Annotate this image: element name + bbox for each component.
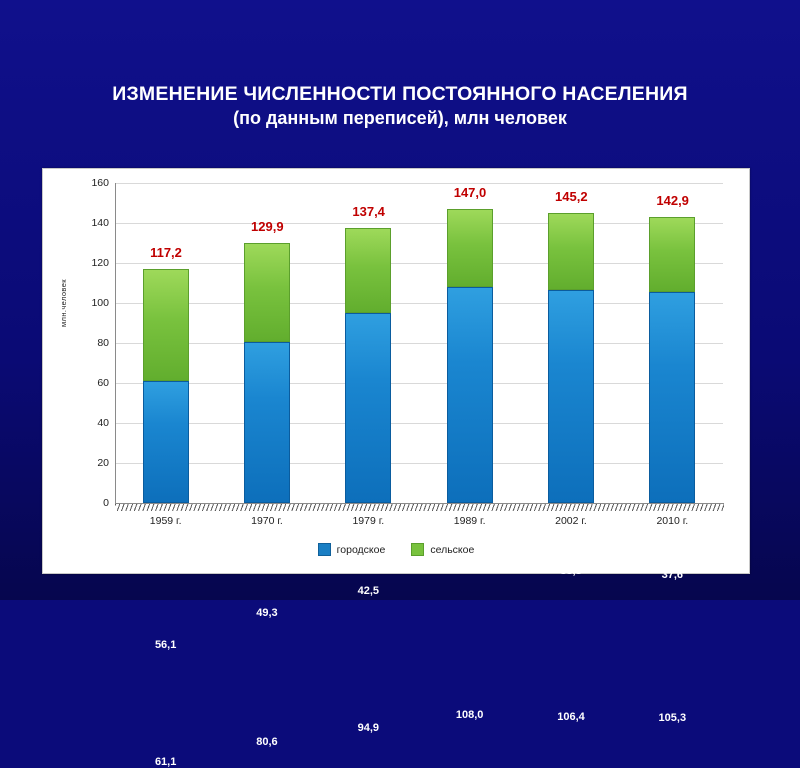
x-axis-tick-label: 1970 г.	[251, 515, 283, 527]
bar-total-label: 137,4	[352, 204, 385, 220]
x-axis-tick-labels	[115, 515, 723, 535]
x-axis-tick-label: 2002 г.	[555, 515, 587, 527]
y-axis-tick-label: 60	[97, 377, 109, 389]
bar-total-label: 142,9	[656, 193, 689, 209]
page-title	[0, 82, 800, 130]
bar-value-label-rural: 56,1	[154, 638, 177, 651]
bar-segment-urban[interactable]	[143, 381, 189, 503]
x-axis-tick-label: 1989 г.	[453, 515, 486, 527]
title-line-2: (по данным переписей), млн человек	[233, 108, 567, 128]
y-axis-tick-label: 80	[97, 337, 109, 349]
legend-label: сельское	[430, 543, 475, 556]
y-axis-tick-label: 140	[91, 217, 109, 229]
x-axis-tick-label: 2010 г.	[656, 515, 689, 527]
y-axis-title: млн.человек	[59, 279, 68, 327]
legend-label: городское	[336, 543, 386, 556]
bar-segment-rural[interactable]	[548, 213, 594, 291]
legend-swatch-icon	[411, 543, 424, 556]
bar-segment-urban[interactable]	[548, 290, 594, 503]
y-axis-tick-label: 40	[97, 417, 109, 429]
bar-segment-rural[interactable]	[649, 217, 695, 292]
bar-total-label: 117,2	[150, 244, 182, 260]
bar-segment-rural[interactable]	[447, 209, 493, 287]
bar-segment-urban[interactable]	[244, 342, 290, 503]
bar-value-label-rural: 49,3	[256, 606, 278, 619]
bar-segment-urban[interactable]	[649, 292, 695, 503]
bar-total-label: 129,9	[251, 219, 284, 235]
bar-segment-rural[interactable]	[244, 243, 290, 342]
bar-value-label-urban: 80,6	[256, 736, 278, 749]
chart-container	[42, 168, 750, 768]
y-axis-tick-labels	[73, 177, 109, 509]
bar-segment-urban[interactable]	[447, 287, 493, 503]
bar-segment-rural[interactable]	[345, 228, 391, 313]
chart-legend	[43, 543, 749, 556]
bar-segment-rural[interactable]	[143, 269, 189, 381]
y-axis-tick-label: 0	[103, 497, 109, 509]
legend-swatch-icon	[318, 543, 331, 556]
title-line-1: ИЗМЕНЕНИЕ ЧИСЛЕННОСТИ ПОСТОЯННОГО НАСЕЛЕНИЯ	[112, 83, 688, 105]
bar-value-label-urban: 61,1	[154, 755, 177, 768]
bar-value-label-urban: 94,9	[357, 722, 380, 735]
y-axis-tick-label: 160	[91, 177, 109, 189]
bar-total-label: 145,2	[555, 188, 588, 204]
bar-value-label-rural: 42,5	[357, 584, 380, 597]
bar-value-label-urban: 105,3	[658, 711, 687, 724]
x-axis-hatch	[115, 504, 724, 511]
legend-item[interactable]	[318, 543, 386, 556]
plot-area	[43, 169, 749, 768]
y-axis-tick-label: 120	[91, 257, 109, 269]
bar-value-label-rural: 37,6	[661, 568, 684, 581]
bar-value-label-rural: 38,8	[560, 565, 582, 578]
x-axis-tick-label: 1959 г.	[149, 515, 182, 527]
bar-total-label: 147,0	[453, 185, 487, 200]
bar-value-label-urban: 106,4	[557, 710, 585, 723]
y-axis-tick-label: 20	[97, 457, 109, 469]
bar-value-label-rural: 39,0	[458, 562, 481, 574]
legend-item[interactable]	[411, 543, 474, 556]
y-axis-tick-label: 100	[91, 297, 109, 309]
bar-value-label-urban: 108,0	[455, 709, 484, 721]
bar-segment-urban[interactable]	[345, 313, 391, 503]
x-axis-tick-label: 1979 г.	[352, 515, 385, 527]
